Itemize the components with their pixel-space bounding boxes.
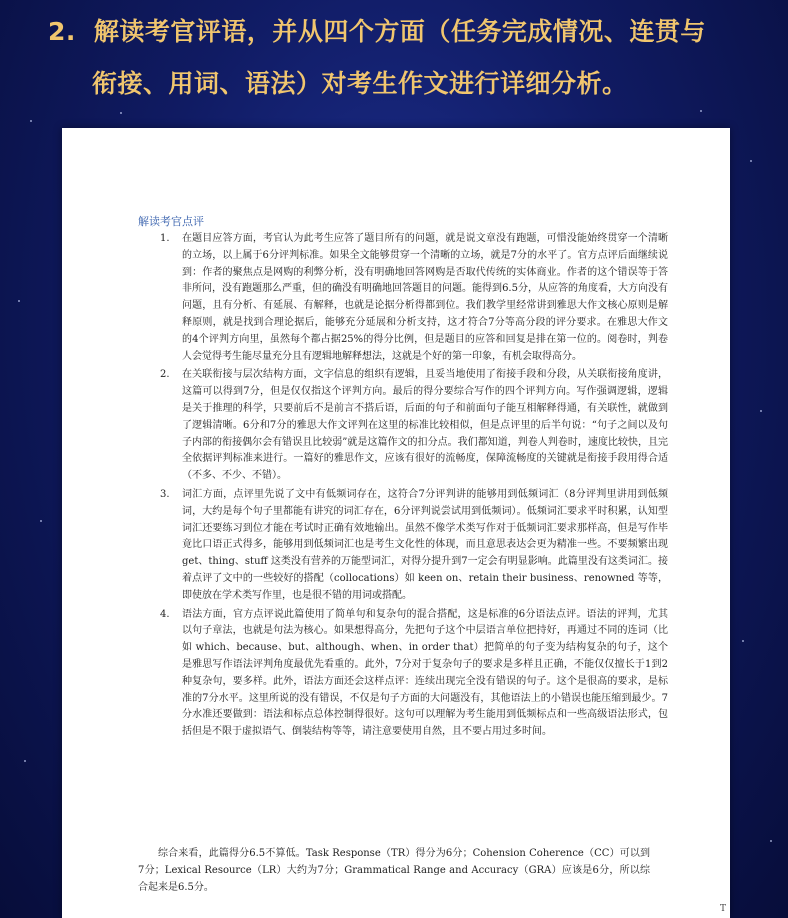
document-section-title: 解读考官点评 <box>138 215 204 228</box>
analysis-item <box>138 487 668 605</box>
item-text: 词汇方面，点评里先说了文中有低频词存在，这符合7分评判讲的能够用到低频词汇（8分评判里讲用到低频词，大约是每个句子里都能有讲究的词汇存在，6分评判说尝试用到低频词）。低频词汇要求平时积累，认知型词汇还要练习到位才能在考试时正确有效地输出。虽然不像学术类写作对于低频词汇要求那样高，但是写作毕竟比口语正式得多，能够用到低频词汇也是考生文化性的体现，而且意思表达会更为精准一些。不要频繁出现 get、thing、stuff 这类没有营养的万能型词汇，对得分提升到7一定会有明显影响。此篇里没有这类词汇。接着点评了文中的一些较好的搭配（collocations）如 keen on、retain their business、renowned 等等，即使放在学术类写作里，也是很不错的用词或搭配。 <box>182 488 668 601</box>
item-number: 4. <box>160 608 170 620</box>
heading-line-1: 解读考官评语，并从四个方面（任务完成情况、连贯与 <box>93 17 706 46</box>
summary-paragraph: 综合来看，此篇得分6.5不算低。Task Response（TR）得分为6分；Cohension Coherence（CC）可以到7分；Lexical Resource（LR）大约为7分；Grammatical Range and Accuracy（GRA）应该是6分，所以综合起来是6.5分。 <box>138 848 650 893</box>
section-heading <box>48 6 768 110</box>
item-text: 在题目应答方面，考官认为此考生应答了题目所有的问题，就是说文章没有跑题，可惜没能始终贯穿一个清晰的立场，以上属于6分评判标准。如果全文能够贯穿一个清晰的立场，就是7分的水平了。官方点评后面继续说到：作者的聚焦点是网购的利弊分析，没有明确地回答网购是否取代传统的实体商业。作者的这个错误等于答非所问，没有跑题那么严重，但的确没有明确地回答题目的问题。能得到6.5分，从应答的角度看，大方向没有问题，且有分析、有延展、有解释，也就是论据分析得都到位。我们教学里经常讲到雅思大作文核心原则是解释原则，就是找到合理论据后，能够充分延展和分析支持，这才符合7分等高分段的评分要求。在雅思大作文的4个评判方向里，虽然每个都占据25%的得分比例，但是题目的应答和回复是排在第一位的。阅卷时，判卷人会觉得考生能尽量充分且有逻辑地解释想法，这就是个好的第一印象，有机会取得高分。 <box>182 233 668 362</box>
analysis-list <box>138 231 668 743</box>
page-marker: T <box>719 904 726 914</box>
analysis-item <box>138 231 668 365</box>
analysis-item <box>138 367 668 485</box>
item-number: 2. <box>160 369 170 381</box>
document-page <box>62 128 730 918</box>
item-text: 语法方面，官方点评说此篇使用了简单句和复杂句的混合搭配，这是标准的6分语法点评。语法的评判，尤其以句子章法，也就是句法为核心。如果想得高分，先把句子这个中层语言单位把持好，再通过不同的连词（比如 which、because、but、although、when、in order that）把简单的句子变为结构复杂的句子，这个是雅思写作语法评判角度最优先看重的。此外，7分对于复杂句子的要求是多样且正确，不能仅仅擅长于1到2种复杂句，要多样。此外，语法方面还会这样点评：连续出现完全没有错误的句子。这个是很高的要求，是标准的7分水平。这里所说的没有错误，不仅是句子方面的大问题没有，其他语法上的小错误也能压缩到最少。7分水准还要做到：语法和标点总体控制得很好。这句可以理解为考生能用到低频标点和一些高级语法形式，包括但是不限于虚拟语气、倒装结构等等，请注意要使用自然，且不要占用过多时间。 <box>182 608 668 738</box>
heading-number: 2. <box>48 17 76 46</box>
heading-line-2: 衔接、用词、语法）对考生作文进行详细分析。 <box>92 69 628 98</box>
item-text: 在关联衔接与层次结构方面，文字信息的组织有逻辑，且妥当地使用了衔接手段和分段，从关联衔接角度讲，这篇可以得到7分，但是仅仅指这个评判方向。最后的得分要综合写作的四个评判方向。写作强调逻辑，逻辑是关于推理的科学，只要前后不是前言不搭后语，后面的句子和前面句子能互相解释得通，有关联性，就做到了逻辑清晰。6分和7分的雅思大作文评判在这里的标准比较相似，但是点评里的后半句说：“句子之间以及句子内部的衔接偶尔会有错误且比较弱”就是这篇作文的扣分点。我们都知道，判卷人判卷时，速度比较快，且完全依据评判标准来进行。一篇好的雅思作文，应该有很好的流畅度，保障流畅度的关键就是衔接手段用得合适（不多、不少、不错）。 <box>182 369 668 482</box>
item-number: 1. <box>160 233 170 244</box>
analysis-item <box>138 607 668 741</box>
item-number: 3. <box>160 488 170 500</box>
